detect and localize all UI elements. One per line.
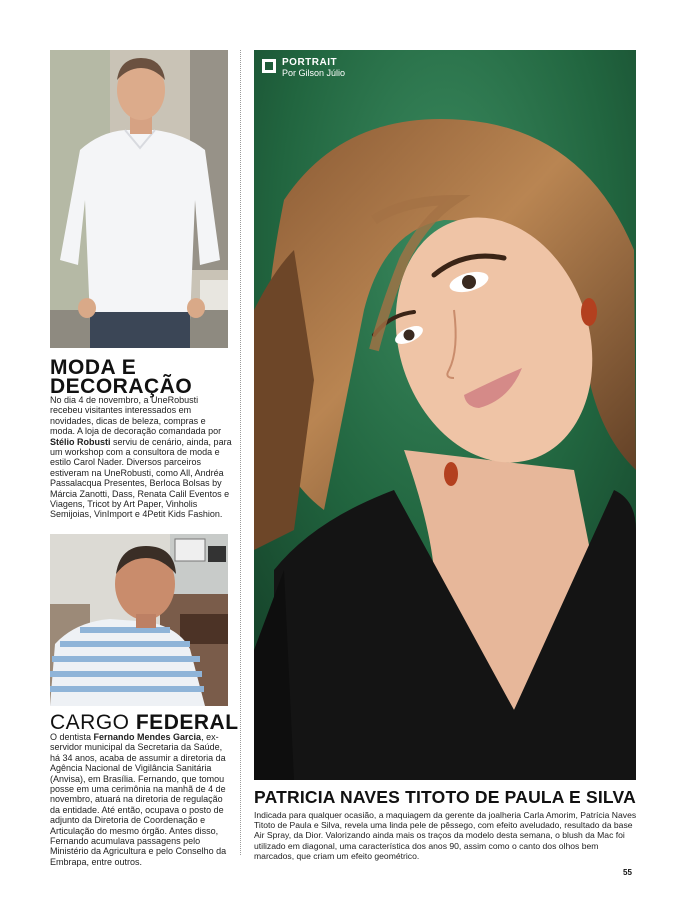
photo-stelio-robusti bbox=[50, 50, 228, 348]
section2-heading-light: CARGO bbox=[50, 711, 130, 734]
section1-heading-light: MODA E bbox=[50, 356, 137, 379]
column-divider bbox=[240, 50, 241, 855]
section2-heading-bold: FEDERAL bbox=[135, 711, 239, 734]
section2-body bbox=[50, 732, 232, 867]
portrait-square-icon bbox=[262, 59, 276, 73]
section1-body-text: No dia 4 de novembro, a UneRobusti recebeu visitantes interessados em novidades, dicas de beleza, compras e moda. A loja de decoração comandada por bbox=[50, 395, 222, 437]
portrait-title: PORTRAIT bbox=[282, 57, 338, 68]
portrait-photo bbox=[254, 50, 636, 780]
section2-body-text-2: , ex-servidor municipal da Secretaria da Saúde, há 34 anos, acaba de assumir a diretoria da Agência Nacional de Vigilância Sanitária (Anvisa), em Brasília. Fernando, que tomou posse em uma cerimônia na manhã de 4 de novembro, atuará na diretoria de regulação da entidade. Até então, ocupava o posto de adjunto da Diretoria de Coordenação e Articulação do mesmo órgão. Antes disso, Fernando acumulava passagens pelo Ministério da Agricultura e pelo Conselho da Embrapa, entre outros. bbox=[50, 732, 227, 867]
portrait-label-text bbox=[282, 57, 345, 78]
portrait-label bbox=[262, 57, 345, 78]
photo-fernando-mendes-garcia bbox=[50, 534, 228, 706]
portrait-name: PATRICIA NAVES TITOTO DE PAULA E SILVA bbox=[254, 787, 636, 807]
portrait-credit: Por Gilson Júlio bbox=[282, 68, 346, 78]
section2-body-text: O dentista bbox=[50, 732, 94, 742]
page-number: 55 bbox=[623, 868, 632, 877]
portrait-body: Indicada para qualquer ocasião, a maquiagem da gerente da joalheria Carla Amorim, Patrícia Naves Titoto de Paula e Silva, revela uma linda pele de pêssego, com efeito aveludado, resultado da base Air Spray, da Dior. Valorizando ainda mais os traços da modelo desta semana, o blush da Mac foi utilizado em diagonal, uma característica dos anos 90, assim como o canto dos olhos bem marcados, que criam um efeito geométrico. bbox=[254, 810, 637, 861]
section2-body-name: Fernando Mendes Garcia bbox=[93, 732, 202, 742]
section2-heading bbox=[50, 712, 239, 733]
section1-heading-bold: DECORAÇÃO bbox=[50, 375, 193, 398]
section1-body bbox=[50, 395, 232, 520]
section1-body-text-2: serviu de cenário, ainda, para um workshop com a consultora de moda e estilo Carol Nader. Diversos parceiros estiveram na UneRobusti, como All, Andréa Passalacqua Presentes, Berloca Bolsas by Márcia Zanotti, Dass, Renata Calil Eventos e Viagens, Tricot by Art Paper, Vinholis Semijoias, VinImport e 4Petit Kids Fashion. bbox=[50, 436, 232, 520]
section1-body-name: Stélio Robusti bbox=[50, 436, 111, 447]
